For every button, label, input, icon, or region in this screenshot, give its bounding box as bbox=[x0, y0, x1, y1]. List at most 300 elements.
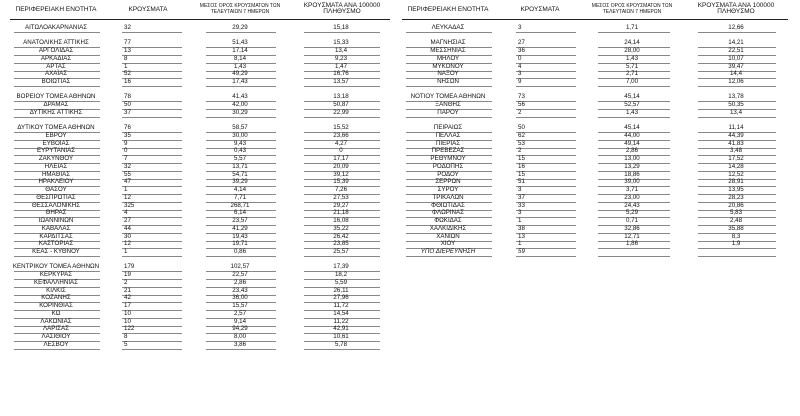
cell-region: ΧΙΟΥ bbox=[440, 240, 456, 248]
cell-cases: 1 bbox=[124, 186, 128, 193]
header-avg bbox=[198, 3, 282, 15]
cell-region: ΛΑΣΙΘΙΟΥ bbox=[41, 333, 71, 340]
cell-per100k: 27,53 bbox=[333, 193, 349, 201]
cell-underline bbox=[304, 32, 380, 33]
cell-cases: 37 bbox=[518, 193, 525, 201]
header-region: ΠΕΡΙΦΕΡΕΙΑΚΗ ΕΝΟΤΗΤΑ bbox=[15, 6, 97, 13]
cell-region: ΛΑΚΩΝΙΑΣ bbox=[40, 317, 72, 325]
cell-region: ΕΥΡΥΤΑΝΙΑΣ bbox=[36, 147, 76, 155]
cell-avg: 15,57 bbox=[232, 302, 248, 309]
cell-region: ΜΕΣΣΗΝΙΑΣ bbox=[430, 47, 466, 54]
cell-avg: 2,57 bbox=[233, 309, 247, 317]
cell-avg: 5,71 bbox=[625, 62, 639, 70]
cell-underline bbox=[516, 256, 576, 257]
cell-region: ΤΡΙΚΑΛΩΝ bbox=[432, 193, 464, 201]
cell-underline bbox=[206, 117, 276, 118]
cell-region: ΚΟΖΑΝΗΣ bbox=[41, 294, 71, 302]
cell-avg: 17,43 bbox=[232, 78, 248, 85]
cell-region: ΠΕΙΡΑΙΩΣ bbox=[433, 124, 463, 131]
cell-avg: 41,29 bbox=[232, 224, 248, 232]
cell-avg: 7,00 bbox=[625, 78, 639, 85]
cell-region: ΕΒΡΟΥ bbox=[45, 131, 67, 139]
cell-region: ΝΟΤΙΟΥ ΤΟΜΕΑ ΑΘΗΝΩΝ bbox=[410, 93, 486, 101]
cell-cases: 56 bbox=[518, 101, 525, 108]
cell-avg: 19,43 bbox=[232, 232, 248, 240]
cell-per100k: 5,78 bbox=[334, 340, 348, 348]
cell-per100k: 41,83 bbox=[728, 139, 744, 147]
cell-per100k: 5,59 bbox=[334, 278, 348, 286]
cell-region: ΦΘΙΩΤΙΔΑΣ bbox=[431, 201, 465, 209]
cell-per100k: 17,52 bbox=[728, 155, 744, 162]
cell-cases: 36 bbox=[518, 47, 525, 54]
cell-avg: 29,29 bbox=[232, 24, 248, 31]
cell-underline bbox=[406, 86, 492, 87]
cell-per100k: 22,99 bbox=[333, 108, 349, 116]
cell-cases: 1 bbox=[124, 62, 128, 70]
table-row bbox=[10, 248, 402, 258]
cell-region: ΚΕΑΣ - ΚΥΘΝΟΥ bbox=[32, 248, 80, 255]
cell-avg: 45,14 bbox=[624, 124, 640, 131]
cell-region: ΥΠΟ ΔΙΕΡΕΥΝΗΣΗ bbox=[420, 248, 476, 255]
cell-cases: 55 bbox=[124, 170, 131, 178]
cell-per100k: 13,57 bbox=[333, 78, 349, 85]
cell-cases: 13 bbox=[518, 232, 525, 240]
cell-per100k: 39,12 bbox=[333, 170, 349, 178]
cell-underline bbox=[14, 86, 100, 87]
cell-per100k: 28,91 bbox=[728, 178, 744, 186]
cell-region: ΑΧΑΪΑΣ bbox=[44, 70, 68, 78]
cell-per100k: 39,47 bbox=[728, 62, 744, 70]
cell-underline bbox=[206, 86, 276, 87]
cell-region: ΘΕΣΣΑΛΟΝΙΚΗΣ bbox=[31, 201, 81, 209]
cell-underline bbox=[122, 86, 182, 87]
cell-per100k: 12,52 bbox=[728, 170, 744, 178]
cell-cases: 44 bbox=[124, 224, 131, 232]
cell-avg: 49,14 bbox=[624, 139, 640, 147]
cell-per100k: 25,57 bbox=[333, 248, 349, 255]
header-per-line1: ΚΡΟΥΣΜΑΤΑ ΑΝΑ 100000 bbox=[303, 2, 381, 9]
cell-region: ΑΡΚΑΔΙΑΣ bbox=[40, 54, 72, 62]
cell-region: ΠΡΕΒΕΖΑΣ bbox=[431, 147, 465, 155]
cell-per100k: 5,83 bbox=[729, 209, 743, 217]
header-rule bbox=[402, 19, 788, 20]
cell-region: ΛΑΡΙΣΑΣ bbox=[43, 325, 69, 333]
cell-per100k: 16,08 bbox=[333, 217, 349, 224]
cell-underline bbox=[206, 349, 276, 350]
cell-region: ΛΕΣΒΟΥ bbox=[43, 340, 69, 348]
cell-cases: 7 bbox=[124, 155, 128, 162]
cell-per100k: 11,72 bbox=[333, 302, 349, 309]
cell-avg: 22,57 bbox=[232, 271, 248, 278]
cell-avg: 2,86 bbox=[625, 147, 639, 155]
cell-per100k: 14,28 bbox=[728, 162, 744, 170]
cell-avg: 1,43 bbox=[625, 54, 639, 62]
cell-region: ΚΑΒΑΛΑΣ bbox=[41, 224, 71, 232]
cell-cases: 50 bbox=[124, 101, 131, 108]
cell-region: ΠΙΕΡΙΑΣ bbox=[435, 139, 461, 147]
cell-cases: 122 bbox=[124, 325, 135, 333]
header-avg-line2: ΤΕΛΕΥΤΑΙΩΝ 7 ΗΜΕΡΩΝ bbox=[210, 9, 270, 15]
cell-avg: 1,86 bbox=[625, 240, 639, 248]
cell-per100k: 15,18 bbox=[333, 24, 349, 31]
cell-region: ΝΑΞΟΥ bbox=[437, 70, 459, 78]
cell-cases: 13 bbox=[124, 47, 131, 54]
cell-underline bbox=[598, 256, 670, 257]
cell-cases: 15 bbox=[518, 155, 525, 162]
cell-per100k: 8,3 bbox=[731, 232, 741, 240]
cell-region: ΧΑΝΙΩΝ bbox=[436, 232, 460, 240]
cell-region: ΑΙΤΩΛΟΑΚΑΡΝΑΝΙΑΣ bbox=[24, 24, 88, 31]
table-row bbox=[402, 109, 792, 119]
cell-underline bbox=[516, 32, 576, 33]
cell-per100k: 15,52 bbox=[333, 124, 349, 131]
cell-cases: 1 bbox=[518, 217, 522, 224]
table-row bbox=[402, 24, 792, 34]
cell-avg: 5,57 bbox=[233, 155, 247, 162]
cell-cases: 2 bbox=[518, 108, 522, 116]
cell-per100k: 26,11 bbox=[333, 286, 349, 294]
cell-avg: 19,71 bbox=[232, 240, 248, 248]
cell-cases: 3 bbox=[518, 24, 522, 31]
cell-underline bbox=[598, 86, 670, 87]
header-cases: ΚΡΟΥΣΜΑΤΑ bbox=[520, 6, 560, 13]
table-row bbox=[10, 109, 402, 119]
cell-region: ΖΑΚΥΝΘΟΥ bbox=[38, 155, 74, 162]
cell-avg: 1,43 bbox=[625, 108, 639, 116]
cell-cases: 5 bbox=[124, 340, 128, 348]
cell-per100k: 13,78 bbox=[728, 93, 744, 101]
cell-per100k: 20,86 bbox=[728, 201, 744, 209]
cell-cases: 59 bbox=[518, 248, 525, 255]
header-avg bbox=[588, 3, 676, 15]
cell-avg: 0,71 bbox=[625, 217, 639, 224]
cell-region: ΚΕΝΤΡΙΚΟΥ ΤΟΜΕΑ ΑΘΗΝΩΝ bbox=[12, 263, 100, 271]
cell-underline bbox=[698, 32, 776, 33]
cell-avg: 32,86 bbox=[624, 224, 640, 232]
cell-region: ΗΡΑΚΛΕΙΟΥ bbox=[38, 178, 74, 186]
cell-per100k: 14,54 bbox=[333, 309, 349, 317]
cell-cases: 325 bbox=[124, 201, 135, 209]
cell-cases: 4 bbox=[518, 62, 522, 70]
cell-region: ΚΩ bbox=[51, 309, 61, 317]
cell-per100k: 14,4 bbox=[729, 70, 743, 78]
cell-underline bbox=[598, 117, 670, 118]
cell-avg: 13,29 bbox=[624, 162, 640, 170]
header-per-line2: ΠΛΗΘΥΣΜΟ bbox=[717, 8, 755, 15]
cell-per100k: 9,23 bbox=[334, 54, 348, 62]
cell-avg: 9,14 bbox=[233, 317, 247, 325]
cell-avg: 3,71 bbox=[625, 186, 639, 193]
cell-cases: 4 bbox=[124, 209, 128, 217]
cell-cases: 35 bbox=[124, 131, 131, 139]
cell-per100k: 42,91 bbox=[333, 325, 349, 333]
table-row bbox=[402, 78, 792, 88]
cell-avg: 1,71 bbox=[625, 24, 639, 31]
cell-per100k: 23,66 bbox=[333, 131, 349, 139]
cell-cases: 50 bbox=[518, 124, 525, 131]
header-per-100k bbox=[686, 3, 786, 15]
cell-region: ΚΕΦΑΛΛΗΝΙΑΣ bbox=[33, 278, 78, 286]
cell-cases: 3 bbox=[518, 209, 522, 217]
cell-cases: 62 bbox=[518, 131, 525, 139]
cell-cases: 9 bbox=[518, 78, 522, 85]
cell-avg: 2,71 bbox=[625, 70, 639, 78]
cell-per100k: 13,18 bbox=[333, 93, 349, 101]
cell-underline bbox=[122, 32, 182, 33]
header-per-line1: ΚΡΟΥΣΜΑΤΑ ΑΝΑ 100000 bbox=[697, 2, 775, 9]
cell-cases: 32 bbox=[124, 24, 131, 31]
cell-per100k: 50,87 bbox=[333, 101, 349, 108]
cell-underline bbox=[14, 32, 100, 33]
cell-region: ΚΑΡΔΙΤΣΑΣ bbox=[39, 232, 73, 240]
cell-per100k: 11,14 bbox=[728, 124, 744, 131]
cell-avg: 102,57 bbox=[230, 263, 250, 271]
cell-cases: 17 bbox=[124, 302, 131, 309]
cell-cases: 9 bbox=[124, 139, 128, 147]
cell-avg: 41,43 bbox=[232, 93, 248, 101]
cell-avg: 3,86 bbox=[233, 340, 247, 348]
cell-underline bbox=[516, 117, 576, 118]
cell-avg: 23,43 bbox=[232, 286, 248, 294]
cell-per100k: 44,39 bbox=[728, 131, 744, 139]
cell-region: ΒΟΡΕΙΟΥ ΤΟΜΕΑ ΑΘΗΝΩΝ bbox=[16, 93, 96, 101]
cell-underline bbox=[406, 256, 492, 257]
cell-per100k: 13,4 bbox=[729, 108, 743, 116]
cell-region: ΦΩΚΙΔΑΣ bbox=[434, 217, 462, 224]
cell-avg: 94,29 bbox=[232, 325, 248, 333]
cell-avg: 0,43 bbox=[233, 147, 247, 155]
cell-cases: 52 bbox=[124, 70, 131, 78]
cell-region: ΡΕΘΥΜΝΟΥ bbox=[430, 155, 466, 162]
cell-region: ΣΕΡΡΩΝ bbox=[435, 178, 461, 186]
cell-underline bbox=[122, 256, 182, 257]
cell-cases: 19 bbox=[124, 271, 131, 278]
cell-avg: 30,29 bbox=[232, 108, 248, 116]
cell-region: ΣΥΡΟΥ bbox=[437, 186, 459, 193]
cell-underline bbox=[304, 117, 380, 118]
cell-per100k: 2,48 bbox=[729, 217, 743, 224]
cell-region: ΗΛΕΙΑΣ bbox=[44, 162, 68, 170]
cell-cases: 16 bbox=[124, 78, 131, 85]
cell-per100k: 23,85 bbox=[333, 240, 349, 248]
cell-cases: 27 bbox=[518, 39, 525, 47]
cell-region: ΔΥΤΙΚΟΥ ΤΟΜΕΑ ΑΘΗΝΩΝ bbox=[17, 124, 95, 131]
cell-per100k: 16,76 bbox=[333, 70, 349, 78]
cell-region: ΘΑΣΟΥ bbox=[45, 186, 67, 193]
cell-cases: 33 bbox=[518, 201, 525, 209]
cell-underline bbox=[698, 256, 776, 257]
cell-underline bbox=[516, 86, 576, 87]
cell-cases: 12 bbox=[124, 240, 131, 248]
cell-cases: 32 bbox=[124, 162, 131, 170]
cell-avg: 0,86 bbox=[233, 248, 247, 255]
cell-avg: 12,71 bbox=[624, 232, 640, 240]
cell-per100k: 35,22 bbox=[333, 224, 349, 232]
cell-region: ΔΥΤΙΚΗΣ ΑΤΤΙΚΗΣ bbox=[29, 108, 83, 116]
cell-region: ΜΗΛΟΥ bbox=[436, 54, 460, 62]
cell-per100k: 17,39 bbox=[333, 263, 349, 271]
cell-region: ΙΩΑΝΝΙΝΩΝ bbox=[38, 217, 74, 224]
header-avg-line2: ΤΕΛΕΥΤΑΙΩΝ 7 ΗΜΕΡΩΝ bbox=[602, 9, 662, 15]
cell-cases: 8 bbox=[124, 333, 128, 340]
header-rule bbox=[10, 19, 390, 20]
cell-avg: 52,57 bbox=[624, 101, 640, 108]
cell-region: ΗΜΑΘΙΑΣ bbox=[41, 170, 71, 178]
cell-per100k: 21,18 bbox=[333, 209, 349, 217]
cell-region: ΡΟΔΟΠΗΣ bbox=[432, 162, 464, 170]
cell-avg: 42,00 bbox=[232, 101, 248, 108]
cell-cases: 77 bbox=[124, 39, 131, 47]
cell-underline bbox=[122, 349, 182, 350]
header-per-100k bbox=[294, 3, 390, 15]
cell-avg: 268,71 bbox=[230, 201, 250, 209]
right-table-header bbox=[402, 0, 792, 20]
cell-avg: 8,00 bbox=[233, 333, 247, 340]
cell-cases: 179 bbox=[124, 263, 135, 271]
cell-underline bbox=[598, 32, 670, 33]
cell-region: ΞΑΝΘΗΣ bbox=[435, 101, 461, 108]
cell-per100k: 4,27 bbox=[334, 139, 348, 147]
cell-avg: 54,71 bbox=[232, 170, 248, 178]
cell-avg: 23,57 bbox=[232, 217, 248, 224]
cell-cases: 16 bbox=[518, 162, 525, 170]
cell-avg: 44,00 bbox=[624, 131, 640, 139]
cell-cases: 0 bbox=[518, 54, 522, 62]
cell-underline bbox=[304, 349, 380, 350]
cell-avg: 1,43 bbox=[233, 62, 247, 70]
cell-per100k: 13,4 bbox=[334, 47, 348, 54]
cell-per100k: 1,9 bbox=[731, 240, 741, 248]
header-avg-line1: ΜΕΣΟΣ ΟΡΟΣ ΚΡΟΥΣΜΑΤΩΝ ΤΩΝ bbox=[199, 3, 281, 9]
cell-cases: 76 bbox=[124, 124, 131, 131]
cell-underline bbox=[406, 32, 492, 33]
cell-cases: 0 bbox=[124, 147, 128, 155]
cell-region: ΚΑΣΤΟΡΙΑΣ bbox=[38, 240, 74, 248]
header-region: ΠΕΡΙΦΕΡΕΙΑΚΗ ΕΝΟΤΗΤΑ bbox=[407, 6, 489, 13]
cell-underline bbox=[206, 32, 276, 33]
cell-avg: 13,71 bbox=[232, 162, 248, 170]
cell-region: ΡΟΔΟΥ bbox=[437, 170, 459, 178]
cell-per100k: 22,51 bbox=[728, 47, 744, 54]
cell-per100k: 7,26 bbox=[334, 186, 348, 193]
cell-per100k: 1,47 bbox=[334, 62, 348, 70]
header-cases: ΚΡΟΥΣΜΑΤΑ bbox=[128, 6, 168, 13]
table-row bbox=[10, 341, 402, 351]
cell-cases: 8 bbox=[124, 54, 128, 62]
cell-cases: 2 bbox=[124, 278, 128, 286]
cell-underline bbox=[122, 117, 182, 118]
cell-per100k: 20,09 bbox=[333, 162, 349, 170]
cell-cases: 53 bbox=[518, 139, 525, 147]
cell-cases: 38 bbox=[518, 224, 525, 232]
cell-per100k: 27,96 bbox=[333, 294, 349, 302]
cell-per100k: 13,95 bbox=[728, 186, 744, 193]
left-table-header bbox=[10, 0, 402, 20]
cell-underline bbox=[206, 256, 276, 257]
table-row bbox=[10, 24, 402, 34]
cell-avg: 39,29 bbox=[232, 178, 248, 186]
cell-avg: 5,29 bbox=[625, 209, 639, 217]
cell-avg: 18,86 bbox=[624, 170, 640, 178]
cell-avg: 23,00 bbox=[624, 193, 640, 201]
cell-region: ΠΑΡΟΥ bbox=[437, 108, 459, 116]
cell-per100k: 0 bbox=[339, 147, 343, 155]
cell-underline bbox=[304, 256, 380, 257]
cell-cases: 78 bbox=[124, 93, 131, 101]
cell-cases: 2 bbox=[518, 147, 522, 155]
cell-cases: 10 bbox=[124, 317, 131, 325]
cell-cases: 12 bbox=[124, 193, 131, 201]
cell-avg: 4,14 bbox=[233, 186, 247, 193]
cell-region: ΝΗΣΩΝ bbox=[437, 78, 459, 85]
cell-per100k: 12,66 bbox=[728, 24, 744, 31]
cell-underline bbox=[14, 117, 100, 118]
cell-cases: 27 bbox=[124, 217, 131, 224]
cell-per100k: 26,42 bbox=[333, 232, 349, 240]
cell-per100k: 17,17 bbox=[333, 155, 349, 162]
cell-avg: 24,43 bbox=[624, 201, 640, 209]
cell-per100k: 29,27 bbox=[333, 201, 349, 209]
cell-per100k: 35,88 bbox=[728, 224, 744, 232]
cell-region: ΚΟΡΙΝΘΙΑΣ bbox=[39, 302, 73, 309]
cell-cases: 1 bbox=[518, 240, 522, 248]
cell-cases: 1 bbox=[124, 248, 128, 255]
cell-cases: 3 bbox=[518, 186, 522, 193]
cell-per100k: 3,48 bbox=[729, 147, 743, 155]
cell-region: ΦΛΩΡΙΝΑΣ bbox=[432, 209, 464, 217]
cell-avg: 8,14 bbox=[233, 54, 247, 62]
cell-region: ΔΡΑΜΑΣ bbox=[43, 101, 69, 108]
cell-underline bbox=[406, 117, 492, 118]
cell-cases: 42 bbox=[124, 294, 131, 302]
cell-avg: 39,00 bbox=[624, 178, 640, 186]
cell-cases: 73 bbox=[518, 93, 525, 101]
cell-region: ΜΥΚΟΝΟΥ bbox=[432, 62, 464, 70]
cell-per100k: 18,2 bbox=[334, 271, 348, 278]
table-row bbox=[10, 78, 402, 88]
cell-cases: 51 bbox=[518, 178, 525, 186]
cell-avg: 49,29 bbox=[232, 70, 248, 78]
cell-avg: 2,86 bbox=[233, 278, 247, 286]
cell-avg: 9,43 bbox=[233, 139, 247, 147]
header-avg-line1: ΜΕΣΟΣ ΟΡΟΣ ΚΡΟΥΣΜΑΤΩΝ ΤΩΝ bbox=[591, 3, 673, 9]
cell-avg: 45,14 bbox=[624, 93, 640, 101]
cell-underline bbox=[14, 349, 100, 350]
cell-cases: 21 bbox=[124, 286, 131, 294]
cell-cases: 37 bbox=[124, 108, 131, 116]
cell-cases: 47 bbox=[124, 178, 131, 186]
cell-cases: 10 bbox=[124, 309, 131, 317]
cell-region: ΠΕΛΛΑΣ bbox=[435, 131, 461, 139]
cell-underline bbox=[698, 86, 776, 87]
cell-per100k: 11,22 bbox=[333, 317, 349, 325]
cell-region: ΘΗΡΑΣ bbox=[45, 209, 67, 217]
cell-region: ΚΙΛΚΙΣ bbox=[46, 286, 66, 294]
cell-per100k: 12,06 bbox=[728, 78, 744, 85]
cell-underline bbox=[698, 117, 776, 118]
cell-region: ΘΕΣΠΡΩΤΙΑΣ bbox=[36, 193, 76, 201]
cell-per100k: 14,21 bbox=[728, 39, 744, 47]
cell-avg: 51,43 bbox=[232, 39, 248, 47]
cell-avg: 36,00 bbox=[232, 294, 248, 302]
cell-avg: 24,14 bbox=[624, 39, 640, 47]
cell-per100k: 10,07 bbox=[728, 54, 744, 62]
cell-region: ΛΕΥΚΑΔΑΣ bbox=[431, 24, 465, 31]
cell-region: ΑΡΓΟΛΙΔΑΣ bbox=[38, 47, 74, 54]
cell-region: ΒΟΙΩΤΙΑΣ bbox=[41, 78, 71, 85]
cell-avg: 7,71 bbox=[233, 193, 247, 201]
cell-per100k: 15,39 bbox=[333, 178, 349, 186]
